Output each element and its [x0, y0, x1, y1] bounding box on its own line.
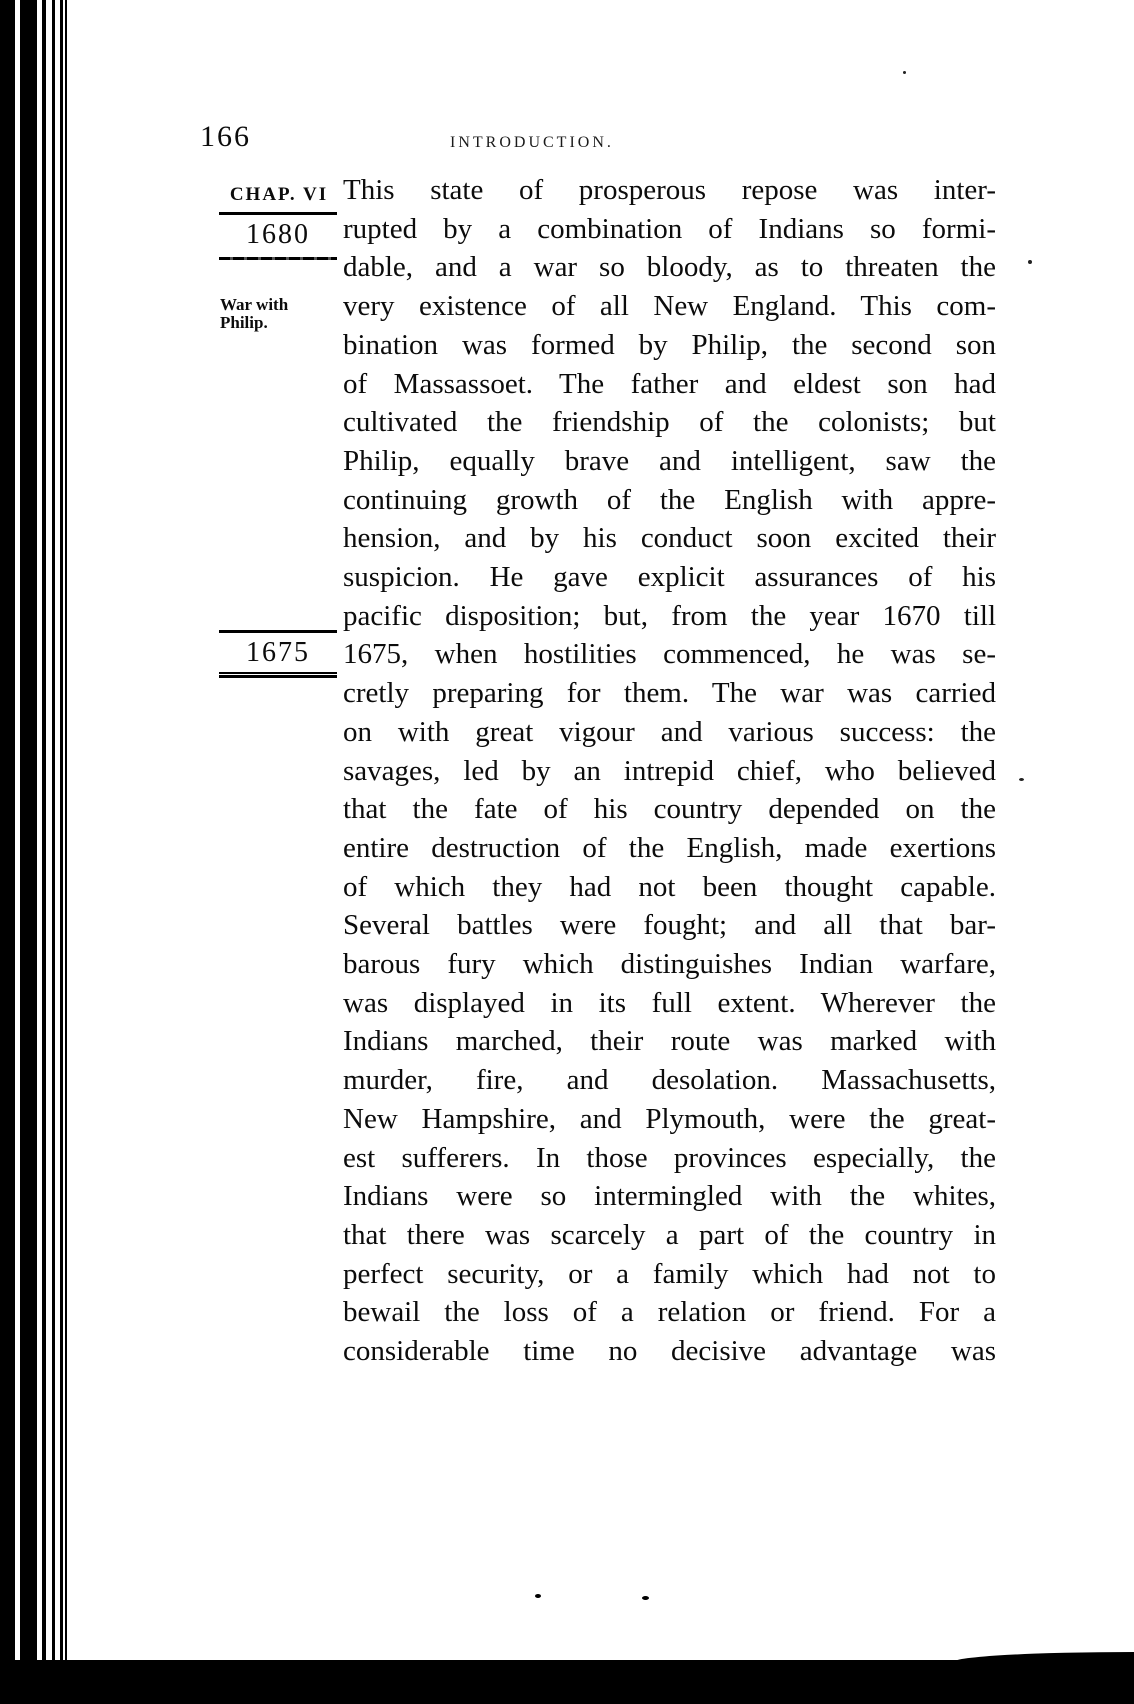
scan-speck [535, 1594, 541, 1598]
text-line: rupted by a combination of Indians so formi- [343, 212, 996, 245]
margin-year-1680: 1680 [246, 219, 310, 250]
text-line: Philip, equally brave and intelligent, saw the [343, 444, 996, 477]
text-line: dable, and a war so bloody, as to threaten the [343, 251, 996, 284]
scan-speck [1028, 260, 1032, 264]
margin-chapter-label: CHAP. VI [229, 184, 329, 205]
margin-rule-top [219, 212, 337, 215]
scan-speck [903, 71, 906, 74]
page-number: 166 [200, 120, 251, 153]
text-line: Several battles were fought; and all that bar- [343, 909, 996, 942]
margin-year-1675: 1675 [246, 637, 310, 668]
scan-speck [642, 1596, 649, 1600]
margin-side-note [220, 296, 288, 332]
text-line: entire destruction of the English, made exertions [343, 831, 996, 864]
text-line: Indians marched, their route was marked with [343, 1025, 996, 1058]
text-line: continuing growth of the English with appre- [343, 483, 996, 516]
text-line: New Hampshire, and Plymouth, were the great- [343, 1102, 996, 1135]
text-line: considerable time no decisive advantage was [343, 1335, 996, 1368]
text-line: Indians were so intermingled with the whites, [343, 1180, 996, 1213]
text-line: on with great vigour and various success: the [343, 715, 996, 748]
text-line: suspicion. He gave explicit assurances of his [343, 561, 996, 594]
scan-speck [1019, 778, 1024, 781]
text-line: hension, and by his conduct soon excited their [343, 522, 996, 555]
margin-side-note-line1: War with [220, 295, 289, 314]
text-line: savages, led by an intrepid chief, who believed [343, 754, 996, 787]
text-line: that the fate of his country depended on the [343, 793, 996, 826]
text-line: perfect security, or a family which had not to [343, 1257, 996, 1290]
book-gutter-scan-bars [0, 0, 70, 1704]
text-line: cultivated the friendship of the colonists; but [343, 406, 996, 439]
text-line: was displayed in its full extent. Wherever the [343, 986, 996, 1019]
running-head: INTRODUCTION. [450, 134, 614, 151]
text-line: 1675, when hostilities commenced, he was se- [343, 638, 996, 671]
text-line: bination was formed by Philip, the second son [343, 328, 996, 361]
margin-rule-under-1680 [219, 257, 337, 260]
text-line: of Massassoet. The father and eldest son had [343, 367, 996, 400]
body-text [343, 171, 996, 1371]
text-line: very existence of all New England. This com- [343, 290, 996, 323]
text-line: murder, fire, and desolation. Massachusetts, [343, 1064, 996, 1097]
margin-rule-under-1675 [219, 672, 337, 678]
text-line: pacific disposition; but, from the year 1670 till [343, 599, 996, 632]
text-line: barous fury which distinguishes Indian warfare, [343, 948, 996, 981]
text-line: This state of prosperous repose was inter- [343, 174, 996, 206]
text-line: that there was scarcely a part of the country in [343, 1218, 996, 1251]
text-line: of which they had not been thought capable. [343, 870, 996, 903]
margin-side-note-line2: Philip. [220, 313, 268, 332]
text-line: cretly preparing for them. The war was carried [343, 677, 996, 710]
margin-rule-above-1675 [219, 630, 337, 633]
bottom-scan-band [0, 1660, 1134, 1704]
text-line: bewail the loss of a relation or friend. For a [343, 1296, 996, 1329]
text-line: est sufferers. In those provinces especially, the [343, 1141, 996, 1174]
